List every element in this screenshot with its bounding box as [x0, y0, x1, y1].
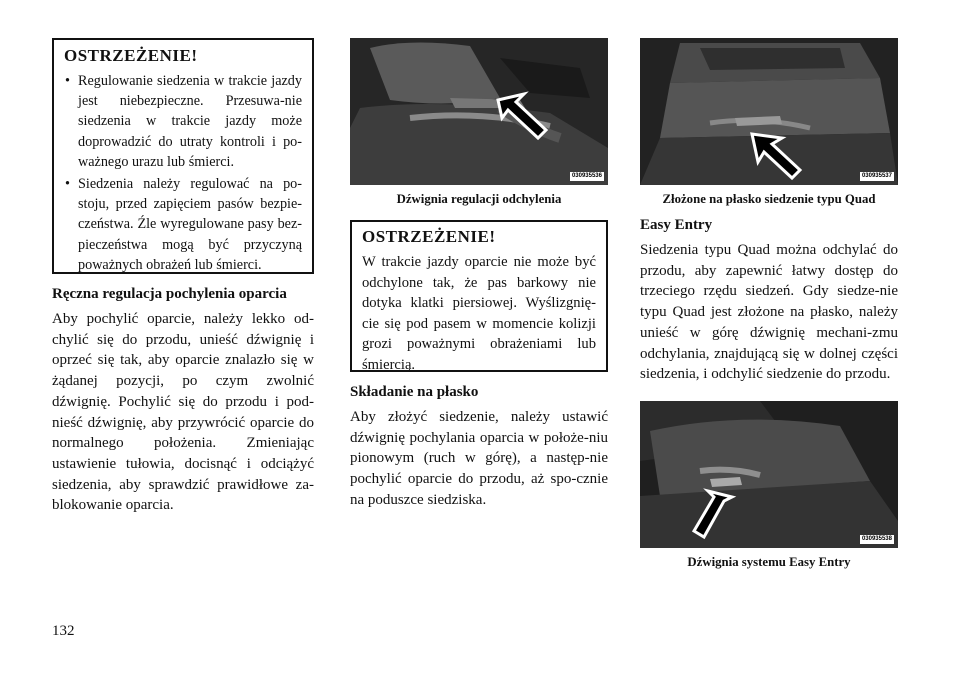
- caption-recline-lever: Dźwignia regulacji odchylenia: [396, 192, 562, 206]
- photo-easy-entry-lever: [640, 401, 898, 548]
- caption-quad-seat-folded: Złożone na płasko siedzenie typu Quad: [662, 192, 876, 206]
- column-left: [52, 38, 314, 516]
- easy-entry-lever-image: [640, 401, 898, 548]
- page-number: 132: [52, 623, 75, 639]
- photo-recline-lever: [350, 38, 608, 185]
- fold-flat-body-text: Aby złożyć siedzenie, należy ustawić dźwignię pochylania oparcia w położe-niu pionowym (ruch w górę), a następ-nie pochylić oparcie do przodu, aż spo-cznie na poduszce siedziska.: [350, 409, 608, 508]
- warning-box-middle: [350, 220, 608, 372]
- section-heading-fold-flat: Składanie na płasko: [350, 384, 479, 400]
- photo-code: 030935538: [861, 535, 892, 542]
- recline-body-text: Aby pochylić oparcie, należy lekko od-chylić się do przodu, unieść dźwignię i oprzeć się tak, aby oparcie znalazło się w żądanej pozycji, po czym zwolnić dźwignię. Pochylić się do przodu i pod-nieść dźwignię, aby przywrócić oparcie do normalnego położenia. Zmieniając ustawienie tułowia, docisnąć i odciążyć siedzenia, aby sprawdzić prawidłowe za-blokowanie oparcia.: [52, 311, 314, 514]
- section-heading-easy-entry: Easy Entry: [640, 217, 713, 233]
- warning-title: OSTRZEŻENIE!: [362, 227, 496, 246]
- easy-entry-body-text: Siedzenia typu Quad można odchylać do przodu, aby zapewnić łatwy dostęp do trzeciego rzędu siedzeń. Gdy siedze-nie typu Quad jest złożone na płasko, należy unieść w górę dźwignię mechani-zmu odchylania, znajdującą się w dolnej części siedzenia, i odchylić siedzenie do przodu.: [640, 242, 898, 383]
- quad-seat-folded-image: [640, 38, 898, 185]
- warning-text: W trakcie jazdy oparcie nie może być odchylone tak, że pas barkowy nie dotyka klatki piersiowej. Wyślizgnię-cie się pod pasem w momencie kolizji grozi poważnymi obrażeniami lub śmiercią.: [362, 254, 596, 373]
- warning-title: OSTRZEŻENIE!: [64, 46, 198, 65]
- photo-quad-seat-folded: [640, 38, 898, 185]
- warning-box-left: [52, 38, 314, 274]
- caption-easy-entry-lever: Dźwignia systemu Easy Entry: [687, 554, 851, 569]
- photo-code: 030935536: [571, 173, 602, 179]
- column-right: [640, 38, 898, 570]
- warning-bullet-2: • Siedzenia należy regulować na po-stoju, przed zapięciem pasów bezpie-czeństwa. Źle wyregulowane pasy bez-pieczeństwa mogą być przyczyną poważnych obrażeń lub śmierci.: [64, 174, 302, 275]
- warning-list: [64, 71, 302, 275]
- section-heading-recline: Ręczna regulacja pochylenia oparcia: [52, 286, 287, 302]
- recline-lever-image: [350, 38, 608, 185]
- column-middle: [350, 38, 608, 511]
- warning-bullet-1: • Regulowanie siedzenia w trakcie jazdy jest niebezpieczne. Przesuwa-nie siedzenia w trakcie jazdy może doprowadzić do utraty kontroli i po-ważnego urazu lub śmierci.: [64, 71, 302, 172]
- photo-code: 030935537: [861, 173, 892, 179]
